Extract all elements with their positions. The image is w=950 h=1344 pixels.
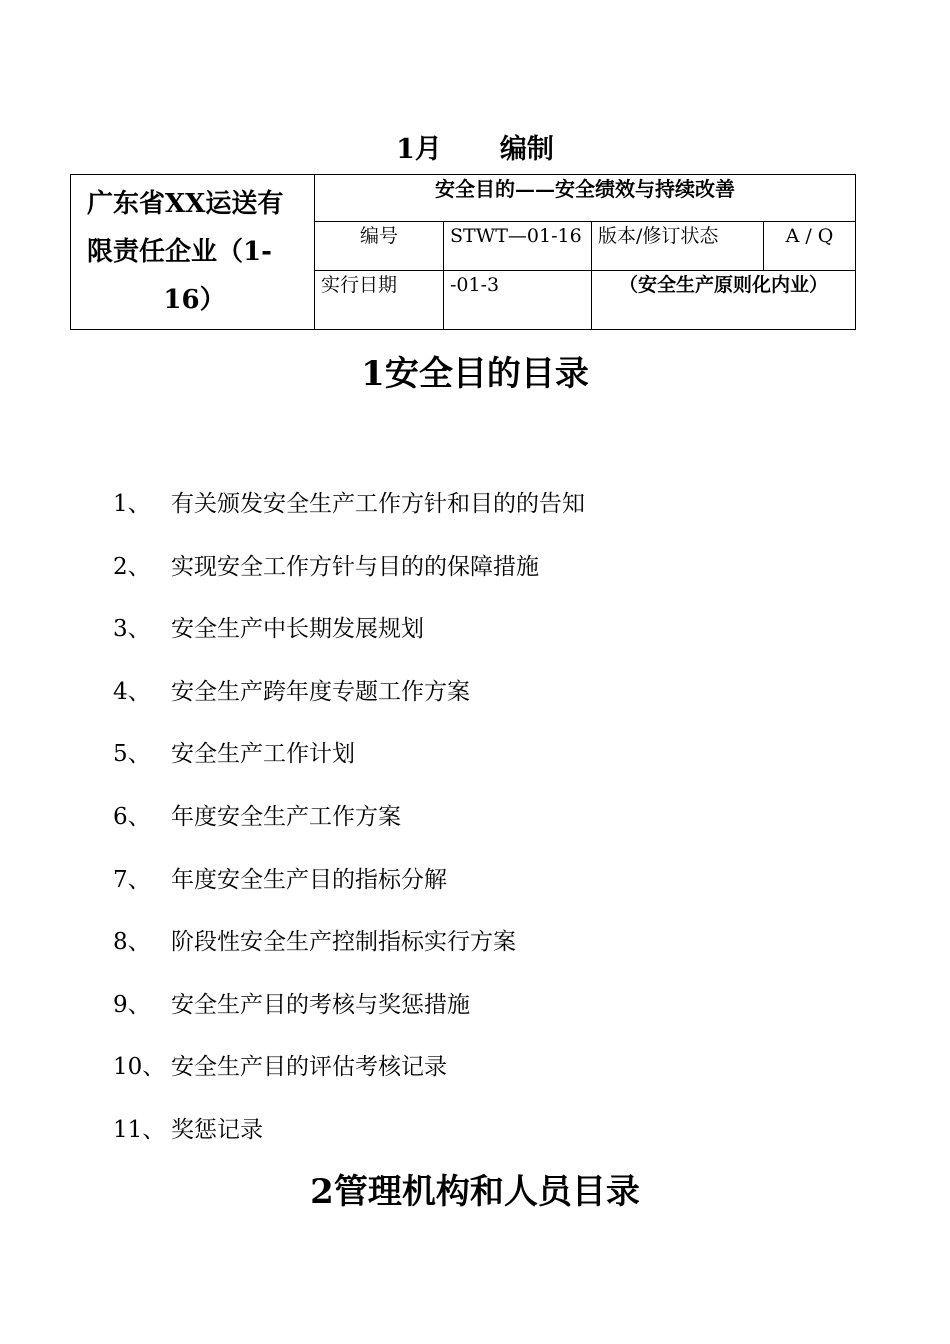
category-cell: （安全生产原则化内业）	[592, 271, 856, 330]
toc-item	[113, 486, 873, 549]
toc-item-number: 7、	[113, 866, 151, 893]
toc-item-text: 年度安全生产目的指标分解	[171, 866, 447, 893]
toc-item-number: 9、	[113, 991, 151, 1018]
document-info-table	[70, 174, 856, 330]
toc-item-number: 11、	[113, 1116, 166, 1143]
toc-item-text: 奖惩记录	[171, 1116, 263, 1143]
toc-item-text: 安全生产目的考核与奖惩措施	[171, 991, 470, 1018]
toc-item	[113, 1049, 873, 1112]
date-label: 实行日期	[315, 271, 444, 330]
document-title-cell: 安全目的——安全绩效与持续改善	[315, 175, 856, 222]
toc-item-text: 实现安全工作方针与目的的保障措施	[171, 553, 539, 580]
toc-item	[113, 674, 873, 737]
toc-item-number: 3、	[113, 616, 151, 643]
month-text: 1月	[396, 134, 442, 165]
toc-item-text: 安全生产目的评估考核记录	[171, 1054, 447, 1081]
company-name-line: 广东省XX运送有	[87, 189, 284, 219]
toc-item	[113, 924, 873, 987]
toc-item-text: 阶段性安全生产控制指标实行方案	[171, 929, 516, 956]
toc-item-number: 1、	[113, 491, 151, 517]
toc-item	[113, 862, 873, 925]
section1-toc-list	[113, 486, 873, 1175]
toc-item-text: 安全生产中长期发展规划	[171, 616, 424, 643]
toc-item	[113, 611, 873, 674]
toc-item-text: 安全生产工作计划	[171, 741, 355, 768]
toc-item-number: 6、	[113, 803, 151, 830]
toc-item	[113, 799, 873, 862]
toc-item-number: 2、	[113, 553, 151, 580]
section1-title: 1安全目的目录	[361, 354, 589, 394]
toc-item	[113, 549, 873, 612]
version-value: A / Q	[764, 222, 856, 271]
compiled-text: 编制	[499, 134, 554, 165]
company-name-line: 限责任企业（1-	[87, 237, 272, 267]
date-value: -01-3	[444, 271, 592, 330]
toc-item	[113, 736, 873, 799]
toc-item	[113, 1112, 873, 1175]
toc-item-number: 8、	[113, 929, 151, 956]
document-date-line	[0, 130, 950, 170]
number-label: 编号	[315, 222, 444, 271]
toc-item-number: 10、	[113, 1054, 166, 1081]
toc-item-text: 有关颁发安全生产工作方针和目的的告知	[171, 491, 585, 517]
toc-item-number: 4、	[113, 678, 151, 705]
number-value: STWT—01-16	[444, 222, 592, 271]
version-label: 版本/修订状态	[592, 222, 764, 271]
toc-item-number: 5、	[113, 741, 151, 768]
company-name-cell	[71, 175, 315, 330]
section2-title: 2管理机构和人员目录	[310, 1172, 640, 1212]
toc-item	[113, 987, 873, 1050]
toc-item-text: 年度安全生产工作方案	[171, 803, 401, 830]
company-name-line: 16）	[163, 285, 226, 315]
toc-item-text: 安全生产跨年度专题工作方案	[171, 678, 470, 705]
